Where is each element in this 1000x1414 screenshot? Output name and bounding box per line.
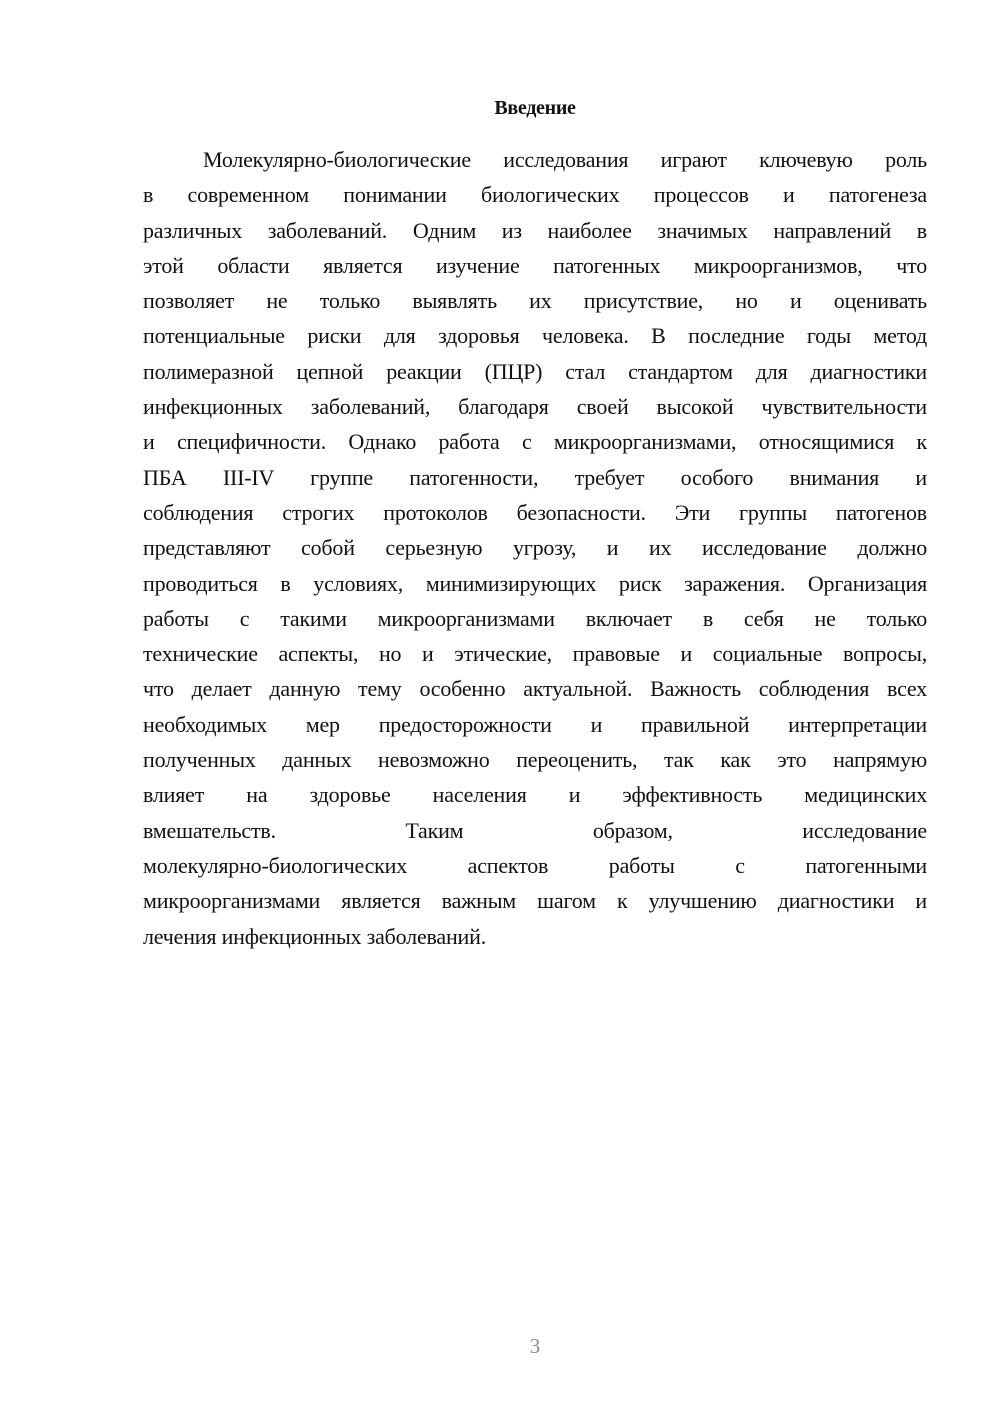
text-line: в современном понимании биологических процессов и патогенеза <box>143 182 927 208</box>
text-line: этой области является изучение патогенных микроорганизмов, что <box>143 252 927 278</box>
text-line: молекулярно-биологических аспектов работы с патогенными <box>143 852 927 878</box>
text-line: потенциальные риски для здоровья человека. В последние годы метод <box>143 323 927 349</box>
text-line: проводиться в условиях, минимизирующих риск заражения. Организация <box>143 570 927 596</box>
text-line: полученных данных невозможно переоценить, так как это напрямую <box>143 747 927 773</box>
text-line: технические аспекты, но и этические, правовые и социальные вопросы, <box>143 641 927 667</box>
text-line: инфекционных заболеваний, благодаря своей высокой чувствительности <box>143 394 927 420</box>
text-line: лечения инфекционных заболеваний. <box>143 923 487 949</box>
text-line: что делает данную тему особенно актуальной. Важность соблюдения всех <box>143 676 927 702</box>
text-line: различных заболеваний. Одним из наиболее значимых направлений в <box>143 217 927 243</box>
text-line: представляют собой серьезную угрозу, и их исследование должно <box>143 535 927 561</box>
text-line: Молекулярно-биологические исследования играют ключевую роль <box>203 147 927 172</box>
text-line: вмешательств. Таким образом, исследование <box>143 817 927 843</box>
text-line: микроорганизмами является важным шагом к улучшению диагностики и <box>143 888 927 914</box>
text-line: соблюдения строгих протоколов безопасности. Эти группы патогенов <box>143 499 927 525</box>
text-line: влияет на здоровье населения и эффективность медицинских <box>143 782 927 808</box>
text-line: работы с такими микроорганизмами включает в себя не только <box>143 605 927 631</box>
text-line: полимеразной цепной реакции (ПЦР) стал стандартом для диагностики <box>143 358 927 384</box>
page-number: 3 <box>529 1334 541 1358</box>
body-paragraph <box>143 142 927 954</box>
text-line: позволяет не только выявлять их присутствие, но и оценивать <box>143 288 927 314</box>
section-heading: Введение <box>494 97 576 119</box>
text-line: ПБА III-IV группе патогенности, требует особого внимания и <box>143 464 927 490</box>
text-line: необходимых мер предосторожности и правильной интерпретации <box>143 711 927 737</box>
text-line: и специфичности. Однако работа с микроорганизмами, относящимися к <box>143 429 927 455</box>
